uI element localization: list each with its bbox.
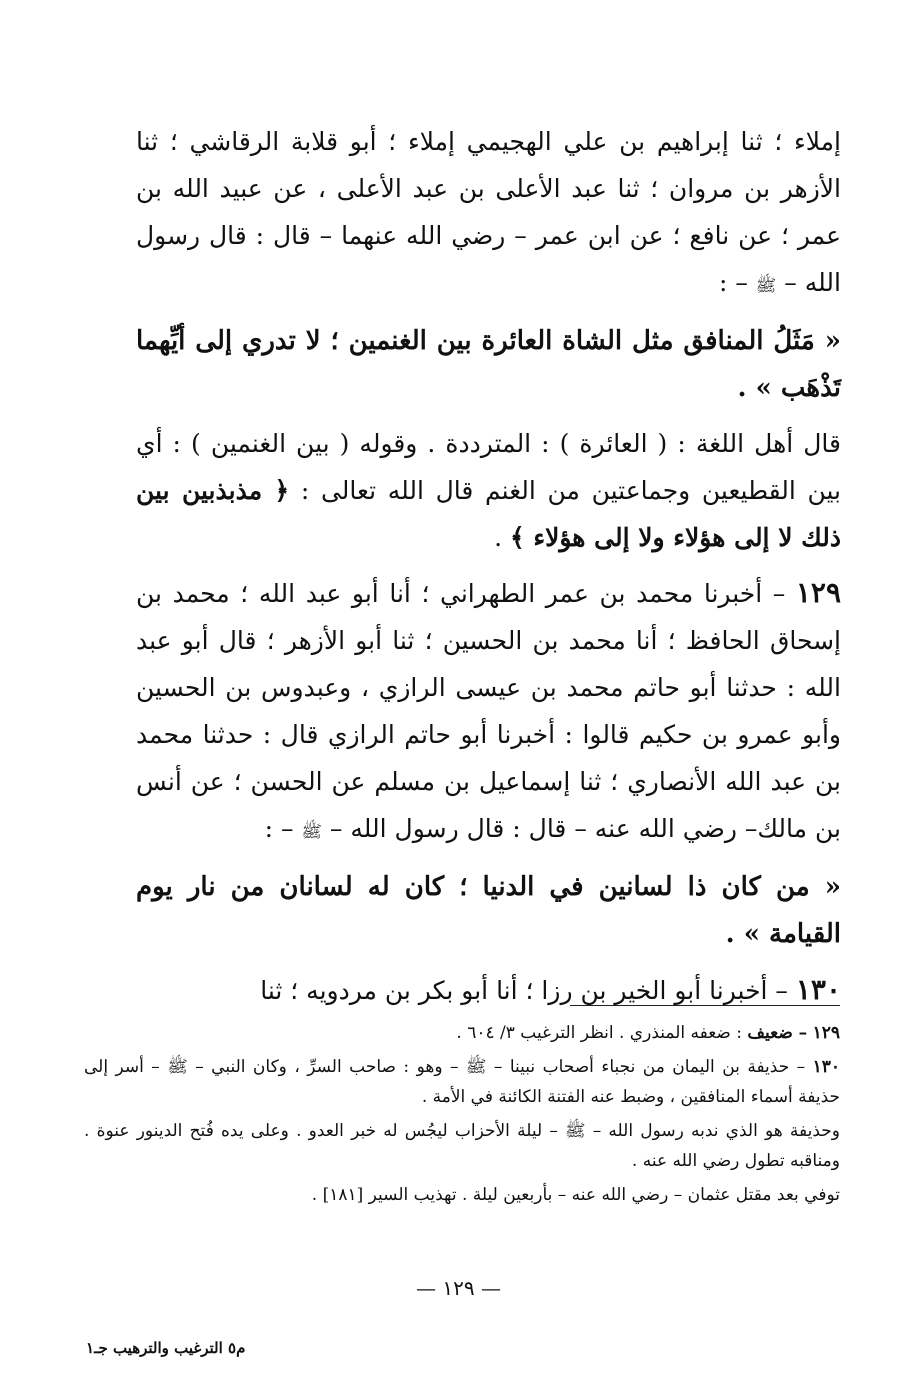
salawat-glyph: ﷺ [755, 276, 777, 296]
paragraph-text: قال أهل اللغة : ( العائرة ) : المترددة . وقوله ( بين الغنمين ) : أي بين القطيعين وجماعتين من الغنم قال الله تعالى : [136, 429, 841, 505]
paragraph-text: – أخبرنا أبو الخير بن رزا ؛ أنا أبو بكر بن مردويه ؛ ثنا [260, 976, 788, 1005]
footnote-text: : ضعفه المنذري . انظر الترغيب ٣/ ٦٠٤ . [456, 1023, 742, 1043]
quran-quote: ﴿ مذبذبين بين ذلك لا إلى هؤلاء ولا إلى هؤلاء ﴾ [136, 476, 841, 552]
salawat-glyph: ﷺ [301, 822, 322, 842]
hadith-130-isnad [136, 966, 841, 1014]
hadith-129-isnad [136, 569, 841, 856]
paragraph-end: . [494, 523, 503, 552]
footnotes [84, 1018, 840, 1214]
paragraph-text: – أخبرنا محمد بن عمر الطهراني ؛ أنا أبو عبد الله ؛ محمد بن إسحاق الحافظ ؛ أنا محمد بن الحسين ؛ ثنا أبو الأزهر ؛ قال أبو عبد الله : حدثنا أبو حاتم محمد بن عيسى الرازي ، وعبدوس بن الحسين وأبو عمرو بن حكيم قالوا : أخبرنا أبو حاتم الرازي قال : حدثنا محمد بن عبد الله الأنصاري ؛ ثنا إسماعيل بن مسلم عن الحسن ؛ عن أنس بن مالك– رضي الله عنه – قال : قال رسول الله – [136, 579, 841, 843]
footnote-grade: – ضعيف [747, 1023, 808, 1043]
footnote-130-cont: وحذيفة هو الذي ندبه رسول الله – ﷺ – ليلة الأحزاب ليجُس له خبر العدو . وعلى يده فُتح الدينور عنوة . ومناقبه تطول رضي الله عنه . [84, 1121, 840, 1171]
page-number: — ١٢٩ — [416, 1276, 501, 1300]
footnote-number: ١٢٩ [812, 1023, 840, 1043]
footnote-130 [84, 1052, 840, 1112]
footnote-divider [570, 1005, 840, 1006]
hadith-text: « من كان ذا لسانين في الدنيا ؛ كان له لسانان من نار يوم القيامة » . [136, 872, 841, 949]
hadith-number: ١٣٠ [795, 973, 841, 1006]
paragraph-lugha [136, 420, 841, 561]
paragraph-end: – : [718, 268, 748, 297]
footnote-129 [84, 1018, 840, 1048]
main-text [136, 118, 841, 1022]
signature-mark: م٥ الترغيب والترهيب جـ١ [86, 1339, 246, 1357]
paragraph-isnad [136, 118, 841, 310]
paragraph-end: – : [264, 814, 294, 843]
hadith-text: « مَثَلُ المنافق مثل الشاة العائرة بين الغنمين ؛ لا تدري إلى أيِّهما تَذْهَب » . [136, 326, 841, 403]
footnote-130-death: توفي بعد مقتل عثمان – رضي الله عنه – بأربعين ليلة . تهذيب السير [١٨١] . [311, 1185, 840, 1205]
footnote-number: ١٣٠ [812, 1057, 841, 1077]
footnote-text: – حذيفة بن اليمان من نجباء أصحاب نبينا – ﷺ – وهو : صاحب السرِّ ، وكان النبي – ﷺ – أسر إلى حذيفة أسماء المنافقين ، وضبط عنه الفتنة الكائنة في الأمة . [84, 1057, 840, 1107]
paragraph-text: إملاء ؛ ثنا إبراهيم بن علي الهجيمي إملاء ؛ أبو قلابة الرقاشي ؛ ثنا الأزهر بن مروان ؛ ثنا عبد الأعلى بن عبد الأعلى ، عن عبيد الله بن عمر ؛ عن نافع ؛ عن ابن عمر – رضي الله عنهما – قال : قال رسول الله – [136, 127, 841, 297]
hadith-number: ١٢٩ [795, 576, 841, 609]
